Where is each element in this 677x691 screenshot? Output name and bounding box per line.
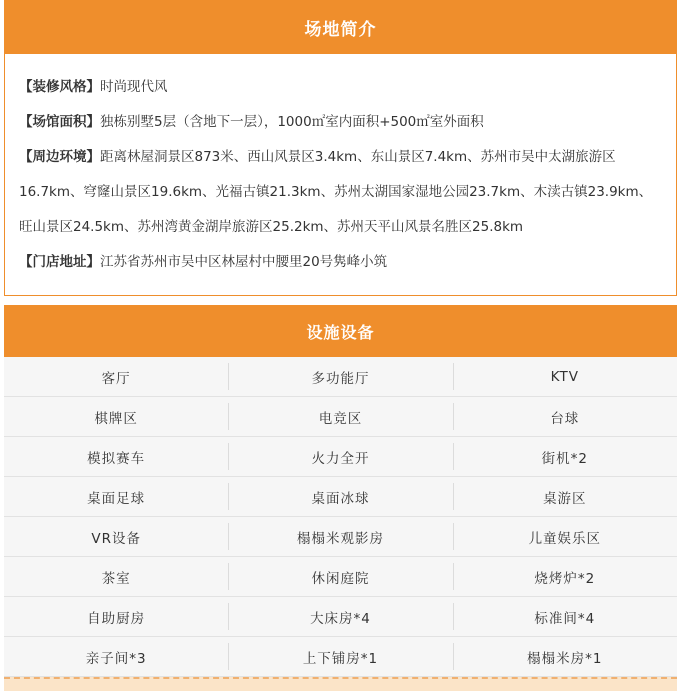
bottom-decorative-strip [4,677,677,691]
facility-cell: 模拟赛车 [87,450,146,467]
facility-cell: 电竞区 [228,397,452,436]
facility-cell: 客厅 [101,370,131,387]
intro-item-label: 【装修风格】 [19,79,100,95]
venue-intro-body [5,54,676,280]
facility-cell: 大床房*4 [228,597,452,636]
facility-cell: 台球 [453,397,677,436]
facility-cell: 桌面足球 [87,490,146,507]
facilities-row [4,557,677,597]
facility-cell: 烧烤炉*2 [453,557,677,596]
facilities-row [4,597,677,637]
facility-cell: 棋牌区 [94,410,138,427]
facility-cell: VR设备 [91,530,141,547]
facility-cell: 街机*2 [453,437,677,476]
facility-cell: 亲子间*3 [85,650,147,667]
venue-intro-panel [4,0,677,296]
facilities-panel [4,305,677,691]
facility-cell: 休闲庭院 [228,557,452,596]
intro-item-area [19,105,662,140]
facilities-row [4,477,677,517]
facility-cell: 桌游区 [453,477,677,516]
facilities-grid [4,357,677,677]
intro-item-decor-style [19,70,662,105]
intro-item-address [19,245,662,280]
facility-cell: 多功能厅 [228,357,452,396]
intro-item-text: 江苏省苏州市吴中区林屋村中腰里20号隽峰小筑 [100,254,388,270]
facility-cell: KTV [453,357,677,396]
intro-item-text: 距离林屋洞景区873米、西山风景区3.4km、东山景区7.4km、苏州市吴中太湖旅游区16.7km、穹窿山景区19.6km、光福古镇21.3km、苏州太湖国家湿地公园23.7km、木渎古镇23.9km、旺山景区24.5km、苏州湾黄金湖岸旅游区25.2km、苏州天平山风景名胜区25.8km [19,149,653,235]
facilities-row [4,437,677,477]
facility-cell: 上下铺房*1 [228,637,452,676]
facilities-title: 设施设备 [4,305,677,357]
venue-intro-title: 场地简介 [5,0,676,54]
facility-cell: 桌面冰球 [228,477,452,516]
facility-cell: 火力全开 [228,437,452,476]
intro-item-surroundings [19,140,662,245]
facility-cell: 自助厨房 [87,610,146,627]
facility-cell: 标准间*4 [453,597,677,636]
intro-item-label: 【周边环境】 [19,149,100,165]
intro-item-text: 独栋别墅5层（含地下一层），1000㎡室内面积+500㎡室外面积 [100,114,484,130]
facilities-row [4,397,677,437]
intro-item-text: 时尚现代风 [100,79,168,95]
facility-cell: 榻榻米观影房 [228,517,452,556]
intro-item-label: 【场馆面积】 [19,114,100,130]
intro-item-label: 【门店地址】 [19,254,100,270]
facilities-row [4,517,677,557]
facility-cell: 榻榻米房*1 [453,637,677,676]
facilities-row [4,357,677,397]
facilities-row [4,637,677,677]
facility-cell: 儿童娱乐区 [453,517,677,556]
facility-cell: 茶室 [101,570,131,587]
